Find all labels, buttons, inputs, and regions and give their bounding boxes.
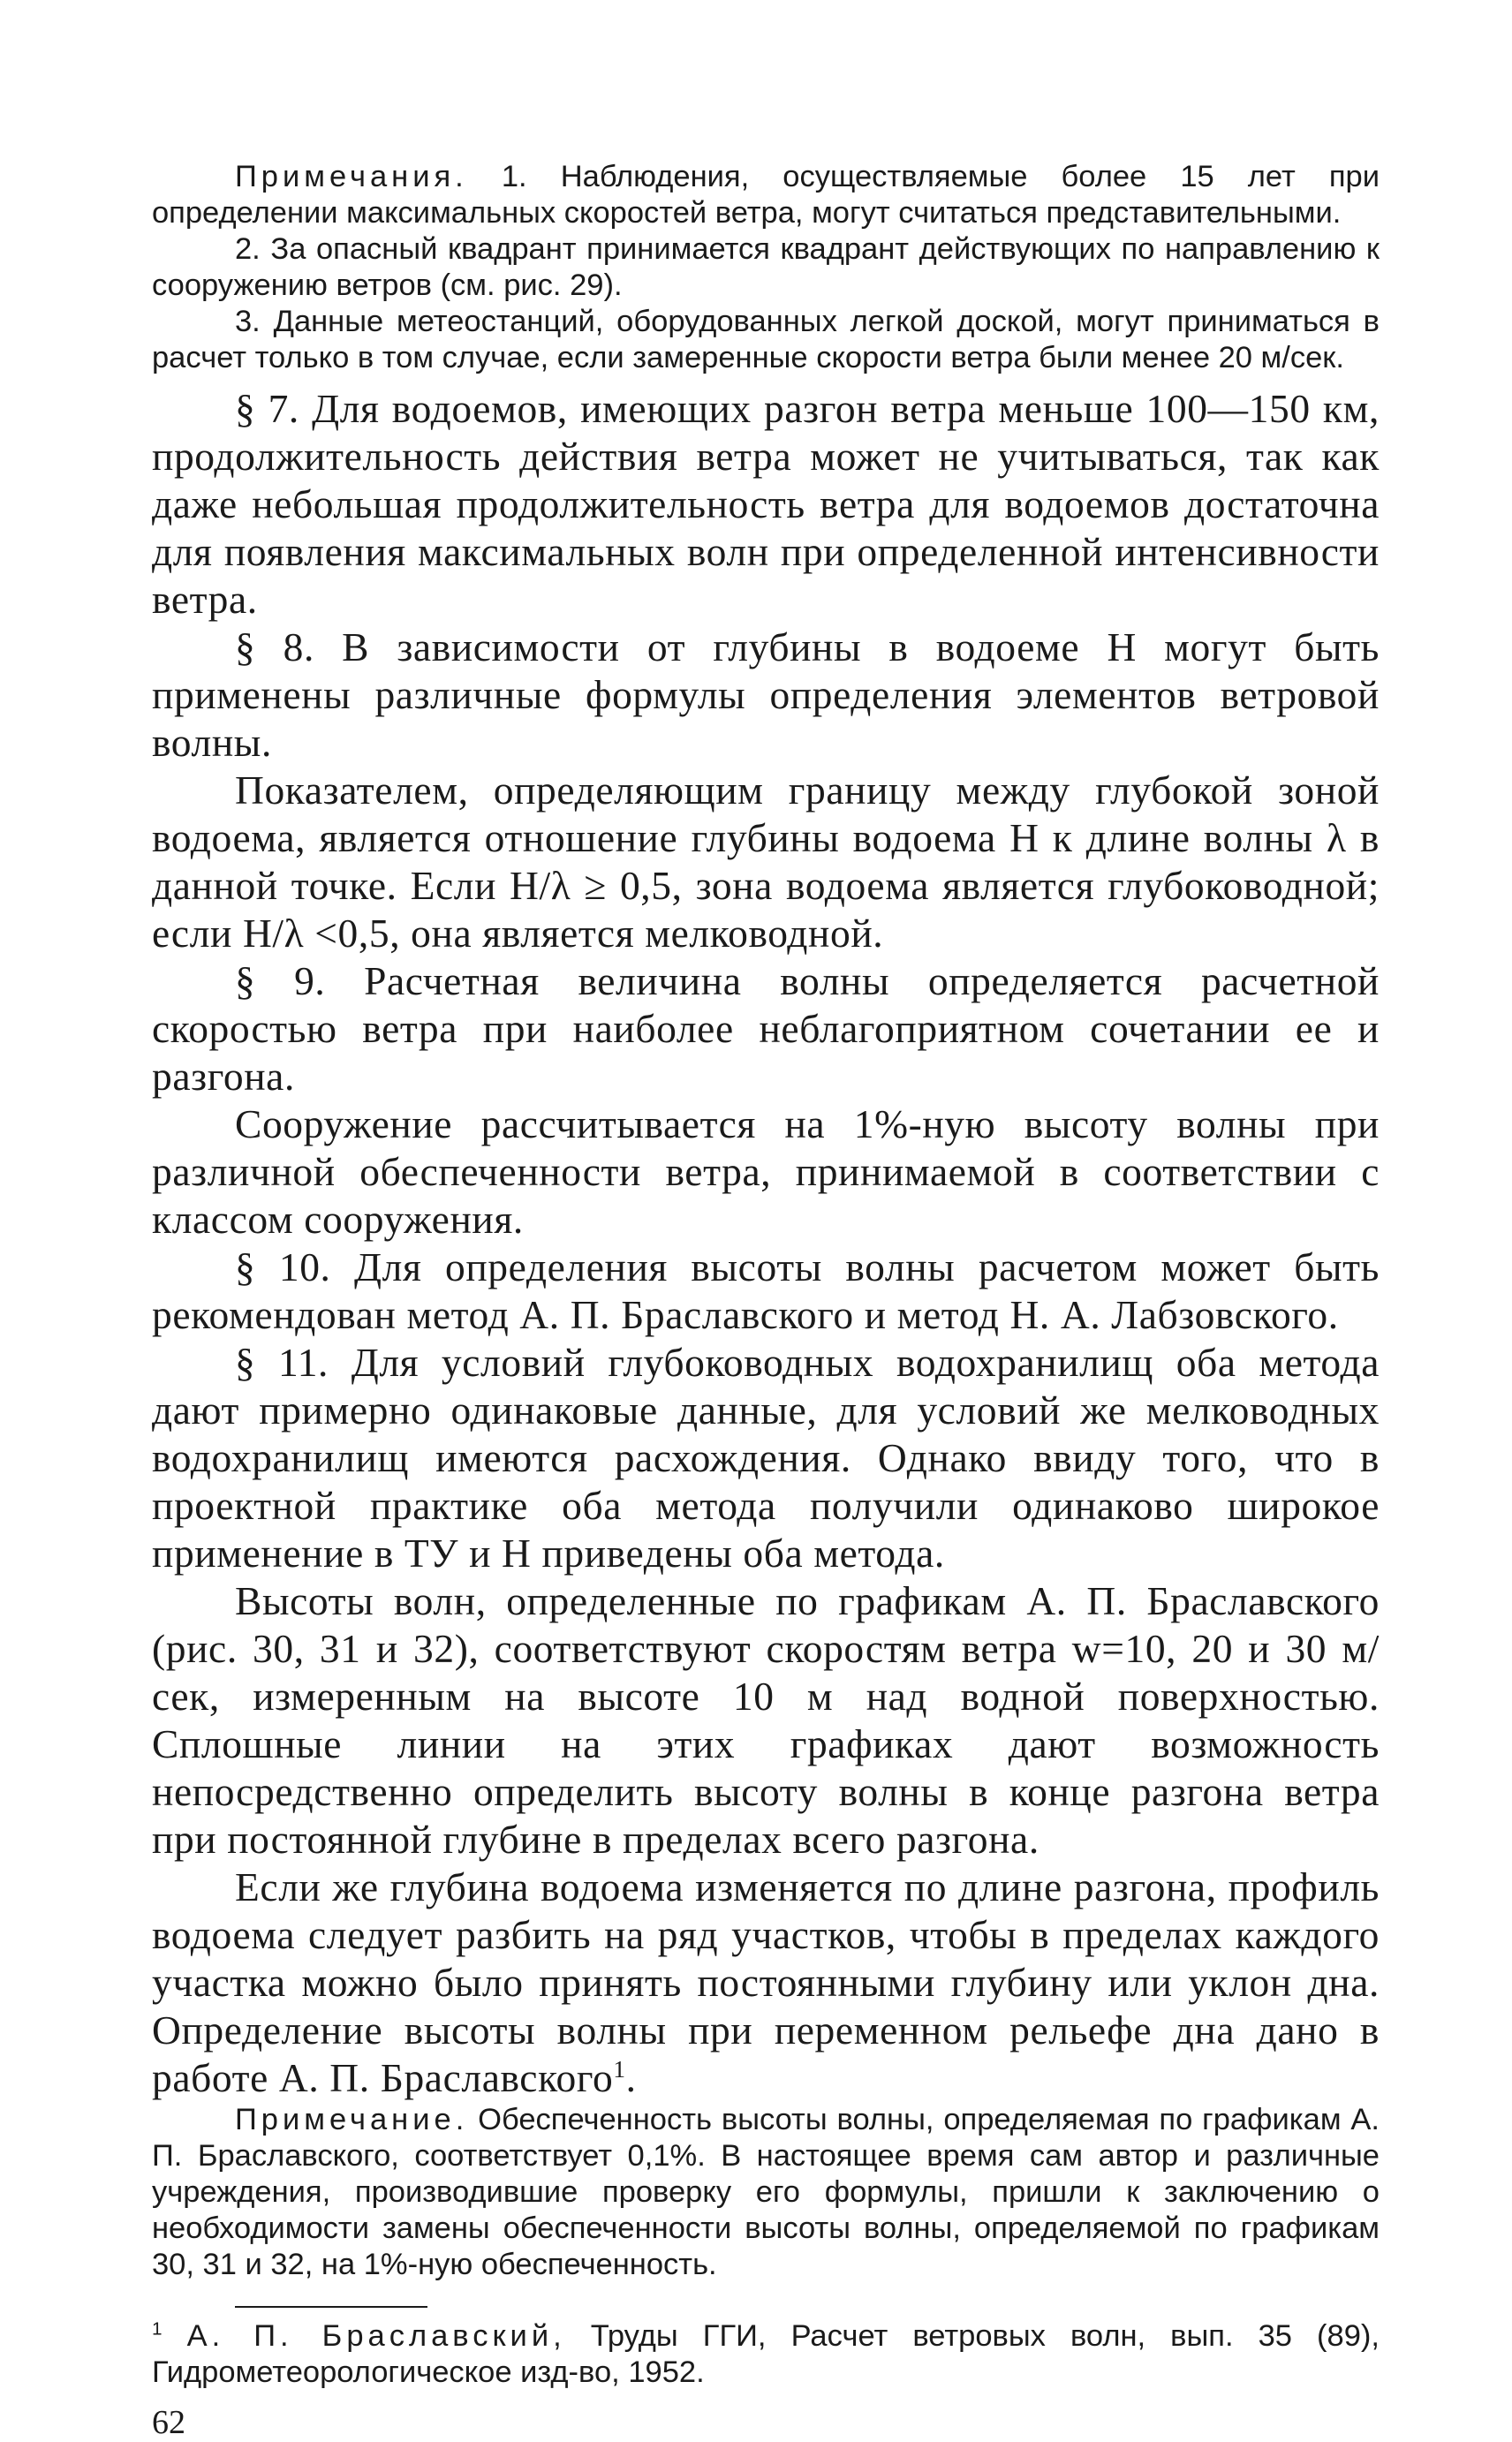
paragraph-section-7: § 7. Для водоемов, имеющих разгон ветра меньше 100—150 км, продолжительность действия ветра может не учитываться, так как даже небольшая продолжительность ветра для водоемов достаточна для появления максимальных волн при определенной интенсивности ветра. xyxy=(152,386,1380,622)
book-page xyxy=(152,159,1380,2441)
footnote-text: Труды ГГИ, Расчет ветровых волн, вып. 35 (89), Гидрометеорологическое изд-во, 1952. xyxy=(152,2319,1380,2389)
paragraph-variable-depth: Если же глубина водоема изменяется по длине разгона, профиль водоема следует разбить на ряд участков, чтобы в пределах каждого участка можно было принять постоянными глубину или уклон дна. Определение высоты волны при переменном рельефе дна дано в работе А. П. Браславского$^1$. xyxy=(152,1864,1380,2100)
paragraph-depth-ratio: Показателем, определяющим границу между глубокой зоной водоема, является отношение глубины водоема H к длине волны λ в данной точке. Если H/λ ≥ 0,5, зона водоема является глубоководной; если H/λ <0,5, она является мелководной. xyxy=(152,767,1380,956)
note-2-heading: Примечание. xyxy=(235,2103,469,2136)
paragraph-wave-heights: Высоты волн, определенные по графикам А. П. Браславского (рис. 30, 31 и 32), соответствуют скоростям ветра w=10, 20 и 30 м/сек, измеренным на высоте 10 м над водной поверхностью. Сплошные линии на этих графиках дают возможность непосредственно определить высоту волны в конце разгона ветра при постоянной глубине в пределах всего разгона. xyxy=(152,1578,1380,1862)
note-item-text: 1. Наблюдения, осуществляемые более 15 лет при определении максимальных скоростей ветра, могут считаться представительными. xyxy=(152,160,1380,230)
footnote-author: А. П. Браславский, xyxy=(186,2319,566,2353)
note-item-3: 3. Данные метеостанций, оборудованных легкой доской, могут приниматься в расчет только в том случае, если замеренные скорости ветра были менее 20 м/сек. xyxy=(152,305,1380,374)
paragraph-structure-design: Сооружение рассчитывается на 1%-ную высоту волны при различной обеспеченности ветра, принимаемой в соответствии с классом сооружения. xyxy=(152,1101,1380,1242)
paragraph-section-8: § 8. В зависимости от глубины в водоеме H могут быть применены различные формулы определения элементов ветровой волны. xyxy=(152,624,1380,765)
note-2-text: Обеспеченность высоты волны, определяемая по графикам А. П. Браславского, соответствует 0,1%. В настоящее время сам автор и различные учреждения, производившие проверку его формулы, пришли к заключению о необходимости замены обеспеченности высоты волны, определяемой по графикам 30, 31 и 32, на 1%-ную обеспеченность. xyxy=(152,2103,1380,2281)
footnote-divider xyxy=(235,2306,427,2308)
page-number: 62 xyxy=(152,2404,185,2441)
note-item-2: 2. За опасный квадрант принимается квадрант действующих по направлению к сооружению ветров (см. рис. 29). xyxy=(152,232,1380,302)
footnote-marker: 1 xyxy=(152,2318,163,2340)
notes-heading: Примечания. xyxy=(235,160,468,193)
paragraph-variable-depth-text: Если же глубина водоема изменяется по длине разгона, профиль водоема следует разбить на ряд участков, чтобы в пределах каждого участка можно было принять постоянными глубину или уклон дна. Определение высоты волны при переменном рельефе дна дано в работе А. П. Браславского xyxy=(152,1864,1380,2100)
footnote-reference: 1 xyxy=(613,2055,626,2083)
footnote xyxy=(152,2318,1380,2391)
paragraph-section-10: § 10. Для определения высоты волны расчетом может быть рекомендован метод А. П. Браславского и метод Н. А. Лабзовского. xyxy=(152,1244,1380,1337)
note-2 xyxy=(152,2102,1380,2283)
paragraph-section-11: § 11. Для условий глубоководных водохранилищ оба метода дают примерно одинаковые данные, для условий же мелководных водохранилищ имеются расхождения. Однако ввиду того, что в проектной практике оба метода получили одинаково широкое применение в ТУ и Н приведены оба метода. xyxy=(152,1340,1380,1576)
notes-block xyxy=(152,159,1380,376)
note-item-1 xyxy=(152,159,1380,231)
paragraph-section-9: § 9. Расчетная величина волны определяется расчетной скоростью ветра при наиболее неблагоприятном сочетании ее и разгона. xyxy=(152,958,1380,1099)
